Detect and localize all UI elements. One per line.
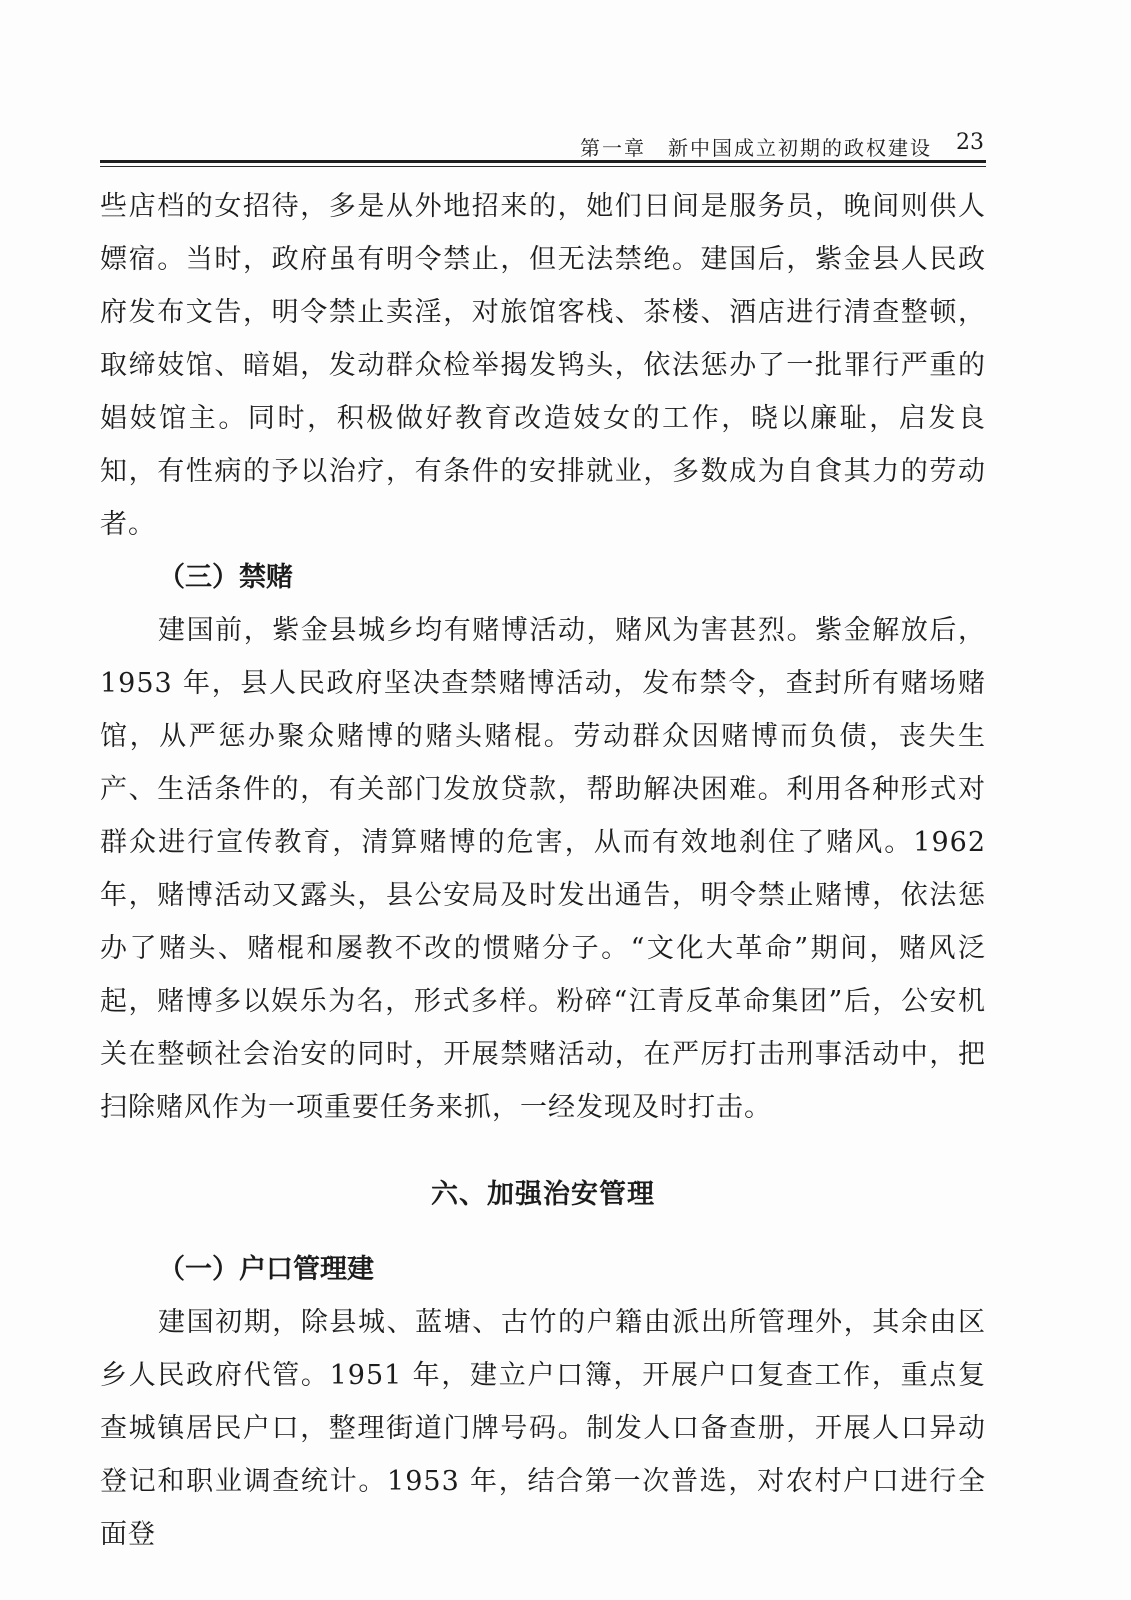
spacer <box>100 1134 986 1168</box>
header-chapter-title: 第一章 新中国成立初期的政权建设 <box>580 136 932 160</box>
spacer <box>100 1221 986 1243</box>
body-text <box>100 180 986 1561</box>
paragraph-household-management: 建国初期，除县城、蓝塘、古竹的户籍由派出所管理外，其余由区乡人民政府代管。1951 年，建立户口簿，开展户口复查工作，重点复查城镇居民户口，整理街道门牌号码。制发人口备查册，开展人口异动登记和职业调查统计。1953 年，结合第一次普选，对农村户口进行全面登 <box>100 1307 986 1550</box>
subheading-gambling-ban: （三）禁赌 <box>158 562 293 593</box>
subheading-household-management: （一）户口管理建 <box>158 1254 374 1285</box>
header-rule-thin <box>100 166 986 167</box>
paragraph-gambling-ban: 建国前，紫金县城乡均有赌博活动，赌风为害甚烈。紫金解放后，1953 年，县人民政府坚决查禁赌博活动，发布禁令，查封所有赌场赌馆，从严惩办聚众赌博的赌头赌棍。劳动群众因赌博而负债，丧失生产、生活条件的，有关部门发放贷款，帮助解决困难。利用各种形式对群众进行宣传教育，清算赌博的危害，从而有效地刹住了赌风。1962 年，赌博活动又露头，县公安局及时发出通告，明令禁止赌博，依法惩办了赌头、赌棍和屡教不改的惯赌分子。“文化大革命”期间，赌风泛起，赌博多以娱乐为名，形式多样。粉碎“江青反革命集团”后，公安机关在整顿社会治安的同时，开展禁赌活动，在严厉打击刑事活动中，把扫除赌风作为一项重要任务来抓，一经发现及时打击。 <box>100 615 986 1123</box>
header-page-number: 23 <box>956 130 984 155</box>
paragraph-prostitution-continued: 些店档的女招待，多是从外地招来的，她们日间是服务员，晚间则供人嫖宿。当时，政府虽有明令禁止，但无法禁绝。建国后，紫金县人民政府发布文告，明令禁止卖淫，对旅馆客栈、茶楼、酒店进行清查整顿，取缔妓馆、暗娼，发动群众检举揭发鸨头，依法惩办了一批罪行严重的娼妓馆主。同时，积极做好教育改造妓女的工作，晓以廉耻，启发良知，有性病的予以治疗，有条件的安排就业，多数成为自食其力的劳动者。 <box>100 191 986 540</box>
header-rule-thick <box>100 160 986 163</box>
section-title-public-security: 六、加强治安管理 <box>431 1179 655 1210</box>
